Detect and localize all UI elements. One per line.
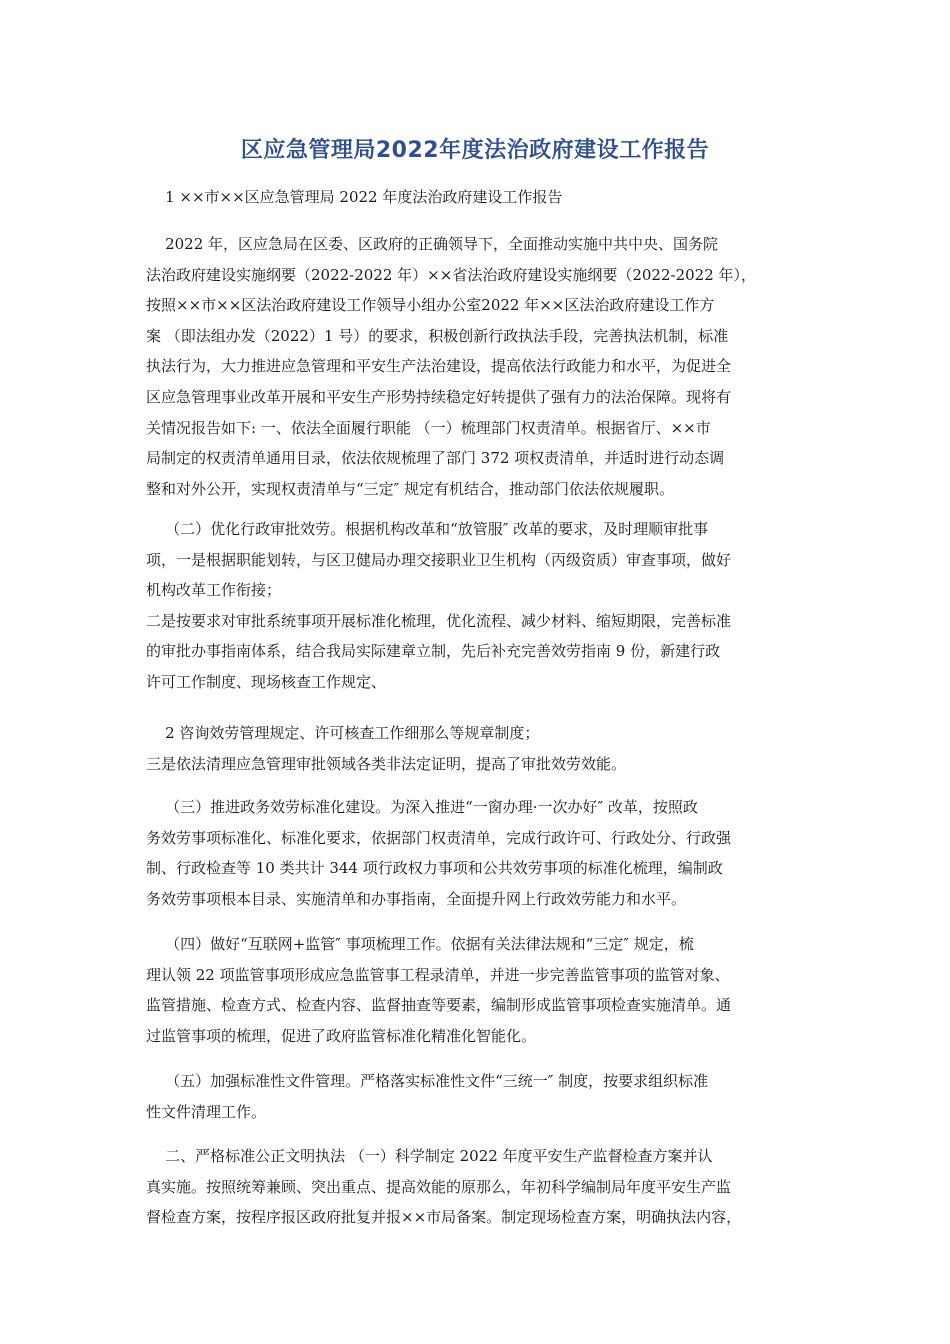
text-line: 性文件清理工作。 — [146, 1102, 267, 1121]
text-line: 2022 年，区应急局在区委、区政府的正确领导下，全面推动实施中共中央、国务院 — [146, 235, 719, 253]
text-line: 1 ××市××区应急管理局 2022 年度法治政府建设工作报告 — [146, 188, 563, 206]
paragraph-intro — [146, 229, 806, 504]
text-line: 2 咨询效劳管理规定、许可核查工作细那么等规章制度； — [146, 724, 540, 742]
text-line: （四）做好“互联网+监管″ 事项梳理工作。依据有关法律法规和“三定″ 规定，梳 — [146, 935, 694, 953]
text-line: 制、行政检查等 10 类共计 344 项行政权力事项和公共效劳事项的标准化梳理，编制政 — [146, 859, 723, 878]
text-line: 务效劳事项标准化、标准化要求，依据部门权责清单，完成行政许可、行政处分、行政强 — [146, 828, 732, 847]
text-line: 机构改革工作衔接； — [146, 581, 282, 600]
text-line: 项，一是根据职能划转，与区卫健局办理交接职业卫生机构（丙级资质）审查事项，做好 — [146, 550, 732, 569]
text-line: 真实施。按照统筹兼顾、突出重点、提高效能的原那么，年初科学编制局年度平安生产监 — [146, 1177, 732, 1196]
document-title: 区应急管理局2022年度法治政府建设工作报告 — [240, 138, 710, 163]
text-line: 许可工作制度、现场核查工作规定、 — [146, 672, 387, 691]
report-subtitle — [146, 182, 806, 213]
paragraph-internet-supervision — [146, 929, 806, 1051]
paragraph-law-enforcement — [146, 1141, 806, 1233]
text-line: 二、严格标准公正文明执法 （一）科学制定 2022 年度平安生产监督检查方案并认 — [146, 1147, 713, 1165]
paragraph-government-services — [146, 792, 806, 914]
text-line: 局制定的权责清单通用目录，依法依规梳理了部门 372 项权责清单，并适时进行动态调 — [146, 449, 725, 468]
text-line: 法治政府建设实施纲要（2022-2022 年）××省法治政府建设实施纲要（2022-2022 年）， — [146, 265, 757, 284]
text-line: 关情况报告如下: 一、依法全面履行职能 （一）梳理部门权责清单。根据省厅、××市 — [146, 418, 711, 437]
text-line: 监管措施、检查方式、检查内容、监督抽查等要素，编制形成监管事项检查实施清单。通 — [146, 996, 732, 1015]
text-line: 区应急管理事业改革开展和平安生产形势持续稳定好转提供了强有力的法治保障。现将有 — [146, 387, 732, 406]
text-line: 案 （即法组办发（2022）1 号）的要求，积极创新行政执法手段，完善执法机制，标准 — [146, 326, 729, 345]
text-line: 督检查方案，按程序报区政府批复并报××市局备案。制定现场检查方案，明确执法内容， — [146, 1208, 742, 1227]
text-line: （二）优化行政审批效劳。根据机构改革和“放管服″ 改革的要求，及时理顺审批事 — [146, 520, 709, 538]
text-line: （三）推进政务效劳标准化建设。为深入推进“一窗办理·一次办好″ 改革，按照政 — [146, 798, 698, 816]
paragraph-normative-documents — [146, 1066, 806, 1127]
text-line: 的审批办事指南体系，结合我局实际建章立制，先后补充完善效劳指南 9 份，新建行政 — [146, 642, 721, 661]
text-line: 执法行为，大力推进应急管理和平安生产法治建设，提高依法行政能力和水平，为促进全 — [146, 357, 732, 376]
text-line: 整和对外公开，实现权责清单与“三定″ 规定有机结合，推动部门依法依规履职。 — [146, 479, 675, 498]
text-line: 三是依法清理应急管理审批领域各类非法定证明，提高了审批效劳效能。 — [146, 754, 627, 773]
text-line: 按照××市××区法治政府建设工作领导小组办公室2022 年××区法治政府建设工作方 — [146, 296, 715, 315]
text-line: 过监管事项的梳理，促进了政府监管标准化精准化智能化。 — [146, 1026, 537, 1045]
text-line: 务效劳事项根本目录、实施清单和办事指南，全面提升网上行政效劳能力和水平。 — [146, 889, 687, 908]
text-line: 理认领 22 项监管事项形成应急监管事工程录清单，并进一步完善监管事项的监管对象、 — [146, 965, 730, 984]
text-line: 二是按要求对审批系统事项开展标准化梳理，优化流程、减少材料、缩短期限，完善标准 — [146, 611, 732, 630]
paragraph-approval-services — [146, 514, 806, 698]
paragraph-consulting-rules — [146, 718, 806, 779]
text-line: （五）加强标准性文件管理。严格落实标准性文件“三统一″ 制度，按要求组织标准 — [146, 1072, 709, 1090]
